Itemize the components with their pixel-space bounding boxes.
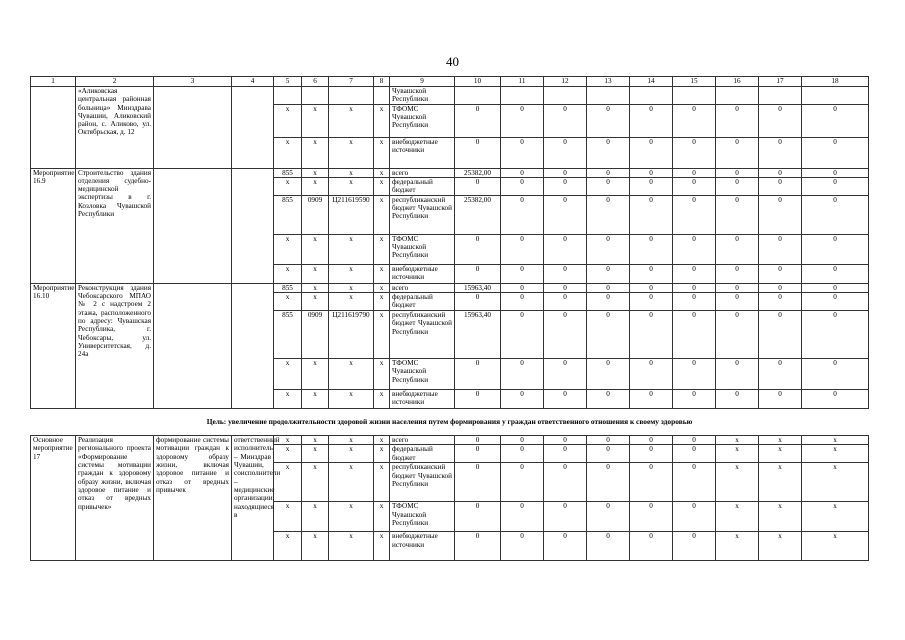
table-row [31,87,869,105]
column-header: 15 [673,77,716,87]
kbk-grbs: 855 [274,283,302,292]
value-cell: 0 [802,195,869,234]
funding-source: ТФОМС Чувашской Республики [390,502,455,532]
column-header: 13 [587,77,630,87]
kbk-target: x [329,436,374,445]
value-cell: 0 [455,137,501,168]
value-cell: 15963,40 [455,311,501,359]
goal-cell [154,168,232,283]
value-cell: 0 [544,104,587,137]
value-cell: 0 [673,264,716,283]
value-cell: 0 [544,264,587,283]
table-row [31,436,869,445]
cell [673,87,716,105]
kbk-section: x [302,445,329,463]
value-cell: x [716,532,759,561]
value-cell: 0 [544,390,587,409]
table-row [31,283,869,292]
value-cell: 0 [759,390,802,409]
funding-source: всего [390,283,455,292]
value-cell: 0 [759,195,802,234]
kbk-target: x [329,502,374,532]
value-cell: 0 [673,390,716,409]
page-number: 40 [446,54,459,69]
value-cell: 0 [716,177,759,195]
value-cell: 0 [802,234,869,264]
value-cell: 0 [455,104,501,137]
kbk-target: Ц211619790 [329,311,374,359]
kbk-grbs: 855 [274,195,302,234]
value-cell: 0 [716,283,759,292]
kbk-section: x [302,264,329,283]
measure-name-cell [31,87,76,169]
value-cell: 0 [501,390,544,409]
cell [587,87,630,105]
value-cell: 0 [455,502,501,532]
value-cell: 0 [455,234,501,264]
kbk-section: x [302,104,329,137]
kbk-section: x [302,293,329,311]
kbk-grbs: x [274,177,302,195]
value-cell: 0 [759,234,802,264]
column-header: 12 [544,77,587,87]
kbk-target: x [329,168,374,177]
cell [802,87,869,105]
value-cell: 0 [759,177,802,195]
funding-source: внебюджетные источники [390,137,455,168]
value-cell: 25382,00 [455,195,501,234]
column-header: 11 [501,77,544,87]
value-cell: 0 [673,445,716,463]
value-cell: 0 [673,104,716,137]
value-cell: 0 [673,137,716,168]
value-cell: x [802,436,869,445]
value-cell: x [716,502,759,532]
value-cell: 0 [673,234,716,264]
funding-source: внебюджетные источники [390,532,455,561]
kbk-type: x [374,177,390,195]
column-header: 7 [329,77,374,87]
kbk-section: x [302,390,329,409]
value-cell: 0 [544,177,587,195]
executor-cell [232,168,274,283]
value-cell: 0 [501,502,544,532]
cell [630,87,673,105]
value-cell: 0 [587,311,630,359]
kbk-section: x [302,234,329,264]
kbk-target: x [329,137,374,168]
kbk-section: x [302,532,329,561]
value-cell: 0 [544,502,587,532]
kbk-type: x [374,502,390,532]
column-header: 10 [455,77,501,87]
value-cell: 0 [587,390,630,409]
value-cell: 0 [759,311,802,359]
value-cell: 0 [630,168,673,177]
kbk-type: x [374,445,390,463]
funding-source: республиканский бюджет Чувашской Республики [390,463,455,502]
value-cell: 0 [501,445,544,463]
value-cell: x [759,463,802,502]
kbk-section: x [302,359,329,390]
value-cell: 0 [501,532,544,561]
funding-source: внебюджетные источники [390,390,455,409]
kbk-type: x [374,436,390,445]
value-cell: 0 [501,195,544,234]
value-cell: x [759,445,802,463]
kbk-type: x [374,463,390,502]
measure-name: Мероприятие 16.10 [31,283,76,408]
kbk-type: x [374,264,390,283]
value-cell: 0 [544,463,587,502]
value-cell: 0 [802,104,869,137]
funding-source: внебюджетные источники [390,264,455,283]
kbk-grbs: x [274,390,302,409]
kbk-section: x [302,137,329,168]
kbk-section: 0909 [302,311,329,359]
column-header: 5 [274,77,302,87]
value-cell: 0 [587,502,630,532]
kbk-section: 0909 [302,195,329,234]
value-cell: 0 [716,168,759,177]
value-cell: 0 [455,436,501,445]
kbk-grbs: x [274,359,302,390]
value-cell: 0 [630,436,673,445]
value-cell: x [802,502,869,532]
goal-description: формирование системы мотивации граждан к здоровому образу жизни, включая здоровое питание и отказ от вредных привычек [154,436,232,561]
funding-source: ТФОМС Чувашской Республики [390,359,455,390]
value-cell: 0 [759,104,802,137]
kbk-grbs: x [274,532,302,561]
executor-description: ответственный исполнитель – Минздрав Чувашии, соисполнители – медицинские организации, находящиеся в [232,436,274,561]
value-cell: 0 [587,168,630,177]
funding-source: республиканский бюджет Чувашской Республики [390,195,455,234]
value-cell: 0 [455,177,501,195]
value-cell: 0 [759,359,802,390]
value-cell: 0 [544,532,587,561]
funding-source: всего [390,436,455,445]
measure-description: Реконструкция здания Чебоксарского МПАО № 2 с надстроем 2 этажа, расположенного по адресу: Чувашская Республика, г. Чебоксары, ул. Университетская, д. 24а [76,283,154,408]
value-cell: 0 [455,264,501,283]
measure-description: «Аликовская центральная районная больница» Минздрава Чувашии, Аликовский район, с. Аликово, ул. Октябрьская, д. 12 [76,87,154,169]
kbk-grbs: 855 [274,311,302,359]
kbk-grbs: x [274,436,302,445]
value-cell: 0 [544,436,587,445]
value-cell: 0 [802,177,869,195]
kbk-section: x [302,283,329,292]
kbk-type: x [374,104,390,137]
funding-source: республиканский бюджет Чувашской Республики [390,311,455,359]
value-cell: 0 [501,436,544,445]
value-cell: 0 [630,195,673,234]
value-cell: 0 [630,463,673,502]
kbk-type: x [374,137,390,168]
value-cell: x [802,463,869,502]
kbk-target: x [329,264,374,283]
value-cell: 0 [501,283,544,292]
kbk-section: x [302,463,329,502]
value-cell: 0 [630,137,673,168]
kbk-section: x [302,502,329,532]
kbk-type: x [374,293,390,311]
value-cell: 0 [587,445,630,463]
kbk-section: x [302,436,329,445]
value-cell: 0 [673,177,716,195]
value-cell: 0 [759,137,802,168]
kbk-target: x [329,532,374,561]
value-cell: 0 [501,293,544,311]
value-cell: 0 [673,168,716,177]
kbk-type: x [374,311,390,359]
value-cell: 0 [673,532,716,561]
column-header: 1 [31,77,76,87]
value-cell: 0 [501,311,544,359]
value-cell: 0 [455,463,501,502]
column-header: 8 [374,77,390,87]
value-cell: 0 [716,359,759,390]
value-cell: 0 [544,168,587,177]
value-cell: 0 [630,293,673,311]
value-cell: 0 [802,137,869,168]
value-cell: x [716,445,759,463]
kbk-section: x [302,168,329,177]
value-cell: 0 [630,445,673,463]
value-cell: 0 [759,293,802,311]
value-cell: 0 [716,390,759,409]
value-cell: 0 [544,311,587,359]
value-cell: 0 [673,502,716,532]
funding-source: федеральный бюджет [390,177,455,195]
column-number-row [31,77,869,87]
column-header: 2 [76,77,154,87]
cell [374,87,390,105]
funding-source: ТФОМС Чувашской Республики [390,104,455,137]
kbk-type: x [374,168,390,177]
value-cell: 0 [630,532,673,561]
value-cell: 0 [587,264,630,283]
goal-row [31,409,869,436]
value-cell: 0 [544,445,587,463]
kbk-grbs: x [274,137,302,168]
value-cell: 0 [587,293,630,311]
goal-cell [154,283,232,408]
column-header: 4 [232,77,274,87]
column-header: 3 [154,77,232,87]
value-cell: 0 [587,532,630,561]
value-cell: 0 [455,293,501,311]
value-cell: 0 [455,445,501,463]
column-header: 18 [802,77,869,87]
cell [302,87,329,105]
value-cell: 0 [501,104,544,137]
value-cell: 0 [673,359,716,390]
value-cell: 0 [673,436,716,445]
value-cell: 0 [802,168,869,177]
value-cell: 0 [587,177,630,195]
funding-source: федеральный бюджет [390,293,455,311]
value-cell: 0 [716,293,759,311]
value-cell: 0 [587,436,630,445]
value-cell: 0 [673,283,716,292]
value-cell: 0 [673,195,716,234]
column-header: 16 [716,77,759,87]
value-cell: 0 [630,283,673,292]
kbk-type: x [374,195,390,234]
kbk-target: x [329,104,374,137]
value-cell: x [716,463,759,502]
value-cell: 15963,40 [455,283,501,292]
kbk-grbs: x [274,104,302,137]
value-cell: 0 [587,195,630,234]
value-cell: 0 [544,359,587,390]
cell [716,87,759,105]
kbk-target: x [329,463,374,502]
measure-description: Строительство здания отделения судебно-медицинской экспертизы в г. Козловка Чувашской Республики [76,168,154,283]
value-cell: 0 [587,463,630,502]
value-cell: 0 [544,234,587,264]
value-cell: x [759,532,802,561]
cell [544,87,587,105]
kbk-grbs: x [274,293,302,311]
value-cell: 0 [802,390,869,409]
value-cell: 0 [501,264,544,283]
kbk-target: x [329,445,374,463]
kbk-type: x [374,234,390,264]
kbk-type: x [374,359,390,390]
value-cell: 0 [544,283,587,292]
value-cell: 0 [501,177,544,195]
goal-heading: Цель: увеличение продолжительности здоровой жизни населения путем формирования у граждан ответственного отношения к своему здоровью [31,409,869,436]
value-cell: 0 [455,532,501,561]
measure-name: Мероприятие 16.9 [31,168,76,283]
value-cell: 0 [630,177,673,195]
value-cell: 0 [501,234,544,264]
value-cell: 25382,00 [455,168,501,177]
value-cell: 0 [587,359,630,390]
funding-source: всего [390,168,455,177]
column-header: 9 [390,77,455,87]
value-cell: 0 [587,283,630,292]
measure-description: Реализация регионального проекта «Формирование системы мотивации граждан к здоровому образу жизни, включая здоровое питание и отказ от вредных привычек» [76,436,154,561]
value-cell: 0 [802,264,869,283]
value-cell: 0 [544,195,587,234]
value-cell: 0 [587,104,630,137]
kbk-target: x [329,390,374,409]
value-cell: 0 [587,137,630,168]
value-cell: 0 [630,390,673,409]
value-cell: 0 [630,502,673,532]
kbk-target: x [329,283,374,292]
value-cell: 0 [673,311,716,359]
cell [759,87,802,105]
value-cell: 0 [501,359,544,390]
kbk-grbs: x [274,502,302,532]
kbk-grbs: x [274,234,302,264]
value-cell: x [759,436,802,445]
value-cell: 0 [501,463,544,502]
kbk-target: x [329,293,374,311]
value-cell: 0 [544,293,587,311]
value-cell: 0 [630,311,673,359]
value-cell: 0 [455,390,501,409]
kbk-grbs: x [274,264,302,283]
value-cell: 0 [716,104,759,137]
value-cell: 0 [802,283,869,292]
kbk-type: x [374,283,390,292]
funding-source: ТФОМС Чувашской Республики [390,234,455,264]
kbk-type: x [374,532,390,561]
value-cell: 0 [716,311,759,359]
kbk-type: x [374,390,390,409]
program-table [30,76,869,561]
cell [329,87,374,105]
value-cell: 0 [630,264,673,283]
executor-cell [232,283,274,408]
value-cell: x [759,502,802,532]
funding-source: Чувашской Республики [390,87,455,105]
kbk-target: x [329,234,374,264]
cell [501,87,544,105]
value-cell: 0 [544,137,587,168]
column-header: 17 [759,77,802,87]
value-cell: 0 [759,283,802,292]
goal-cell [154,87,232,169]
kbk-grbs: 855 [274,168,302,177]
kbk-target: Ц211619590 [329,195,374,234]
kbk-grbs: x [274,463,302,502]
value-cell: 0 [716,195,759,234]
kbk-grbs: x [274,445,302,463]
value-cell: 0 [630,234,673,264]
column-header: 14 [630,77,673,87]
value-cell: x [716,436,759,445]
value-cell: x [802,445,869,463]
funding-source: федеральный бюджет [390,445,455,463]
value-cell: 0 [802,311,869,359]
value-cell: 0 [587,234,630,264]
value-cell: 0 [802,293,869,311]
table-row [31,168,869,177]
value-cell: 0 [673,293,716,311]
value-cell: x [802,532,869,561]
cell [274,87,302,105]
kbk-target: x [329,359,374,390]
value-cell: 0 [630,104,673,137]
cell [455,87,501,105]
value-cell: 0 [630,359,673,390]
value-cell: 0 [716,264,759,283]
kbk-target: x [329,177,374,195]
value-cell: 0 [673,463,716,502]
value-cell: 0 [501,137,544,168]
value-cell: 0 [759,264,802,283]
value-cell: 0 [716,137,759,168]
value-cell: 0 [501,168,544,177]
value-cell: 0 [455,359,501,390]
value-cell: 0 [802,359,869,390]
measure-name: Основное мероприятие 17 [31,436,76,561]
kbk-section: x [302,177,329,195]
value-cell: 0 [716,234,759,264]
executor-cell [232,87,274,169]
value-cell: 0 [759,168,802,177]
column-header: 6 [302,77,329,87]
